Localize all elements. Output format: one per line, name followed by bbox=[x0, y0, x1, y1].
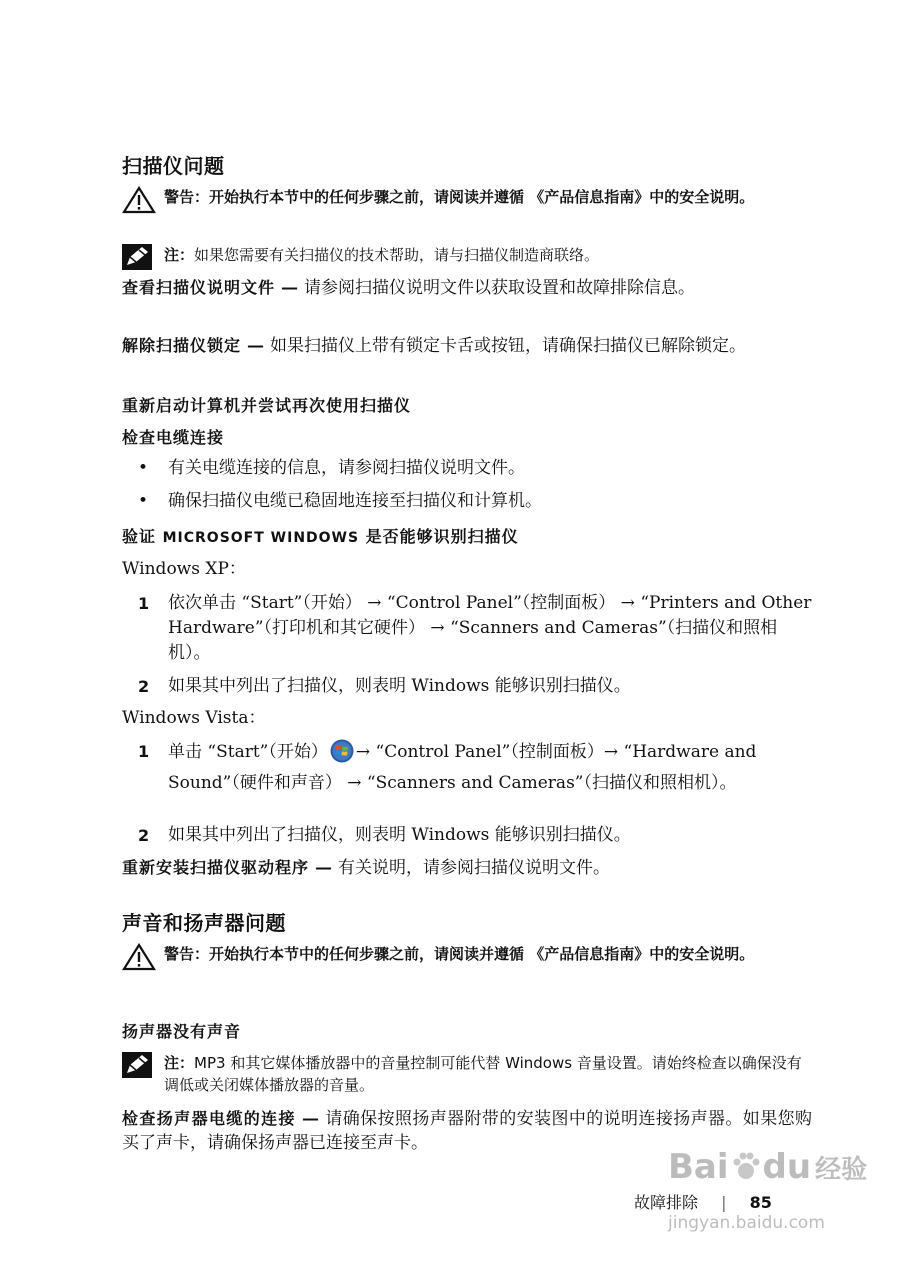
xp-step-2: 2 如果其中列出了扫描仪，则表明 Windows 能够识别扫描仪。 bbox=[138, 676, 631, 696]
warning-notice bbox=[122, 186, 812, 218]
watermark-brand-2: du bbox=[762, 1147, 812, 1187]
page-number: 85 bbox=[749, 1193, 772, 1212]
baidu-watermark bbox=[668, 1147, 878, 1247]
verify-heading: 验证 MICROSOFT WINDOWS 是否能够识别扫描仪 bbox=[122, 527, 519, 546]
xp-step-1: 1 依次单击 “Start”（开始） → “Control Panel”（控制面板） → “Printers and Other Hardware”（打印机和其它硬件） → “Scanners and Cameras”（扫描仪和照相机）。 bbox=[138, 593, 812, 663]
watermark-brand: Bai bbox=[668, 1147, 729, 1187]
footer-separator: | bbox=[721, 1193, 727, 1212]
footer-section: 故障排除 bbox=[634, 1193, 699, 1212]
note-pencil-icon bbox=[122, 1052, 164, 1082]
paw-icon bbox=[730, 1150, 762, 1191]
list-item: • 确保扫描仪电缆已稳固地连接至扫描仪和计算机。 bbox=[138, 491, 542, 511]
note-text: 注：MP3 和其它媒体播放器中的音量控制可能代替 Windows 音量设置。请始终检查以确保没有调低或关闭媒体播放器的音量。 bbox=[164, 1054, 802, 1094]
warning-icon bbox=[122, 186, 164, 218]
warning-notice bbox=[122, 943, 812, 975]
watermark-url: jingyan.baidu.com bbox=[668, 1213, 825, 1233]
windows-start-orb-icon bbox=[330, 739, 354, 771]
note-text: 注：如果您需要有关扫描仪的技术帮助，请与扫描仪制造商联络。 bbox=[164, 246, 600, 264]
vista-step-2: 2 如果其中列出了扫描仪，则表明 Windows 能够识别扫描仪。 bbox=[138, 825, 631, 845]
windows-vista-label: Windows Vista： bbox=[122, 708, 266, 728]
section-title-scanner: 扫描仪问题 bbox=[122, 154, 225, 178]
document-page bbox=[122, 0, 812, 1280]
no-sound-heading: 扬声器没有声音 bbox=[122, 1022, 242, 1041]
note-pencil-icon bbox=[122, 244, 164, 274]
paragraph-unlock: 解除扫描仪锁定 — 如果扫描仪上带有锁定卡舌或按钮，请确保扫描仪已解除锁定。 bbox=[122, 336, 747, 356]
section-title-sound: 声音和扬声器问题 bbox=[122, 911, 286, 935]
paragraph-view-docs: 查看扫描仪说明文件 — 请参阅扫描仪说明文件以获取设置和故障排除信息。 bbox=[122, 278, 696, 298]
windows-xp-label: Windows XP： bbox=[122, 559, 246, 579]
warning-text: 警告：开始执行本节中的任何步骤之前，请阅读并遵循 《产品信息指南》中的安全说明。 bbox=[164, 188, 755, 206]
note-notice bbox=[122, 1052, 812, 1096]
watermark-suffix: 经验 bbox=[815, 1155, 868, 1185]
warning-text: 警告：开始执行本节中的任何步骤之前，请阅读并遵循 《产品信息指南》中的安全说明。 bbox=[164, 945, 755, 963]
list-item: • 有关电缆连接的信息，请参阅扫描仪说明文件。 bbox=[138, 458, 525, 478]
note-notice bbox=[122, 244, 812, 274]
cable-heading: 检查电缆连接 bbox=[122, 428, 225, 447]
vista-step-1: 1 单击 “Start”（开始） → “Control Panel”（控制面板）→ “Hardware and Sound”（硬件和声音） → “Scanners and Cameras”（扫描仪和照相机）。 bbox=[122, 739, 812, 796]
warning-icon bbox=[122, 943, 164, 975]
paragraph-reinstall: 重新安装扫描仪驱动程序 — 有关说明，请参阅扫描仪说明文件。 bbox=[122, 858, 611, 878]
restart-heading: 重新启动计算机并尝试再次使用扫描仪 bbox=[122, 396, 412, 415]
paragraph-speaker-cable: 检查扬声器电缆的连接 — 请确保按照扬声器附带的安装图中的说明连接扬声器。如果您购买了声卡，请确保扬声器已连接至声卡。 bbox=[122, 1109, 812, 1153]
